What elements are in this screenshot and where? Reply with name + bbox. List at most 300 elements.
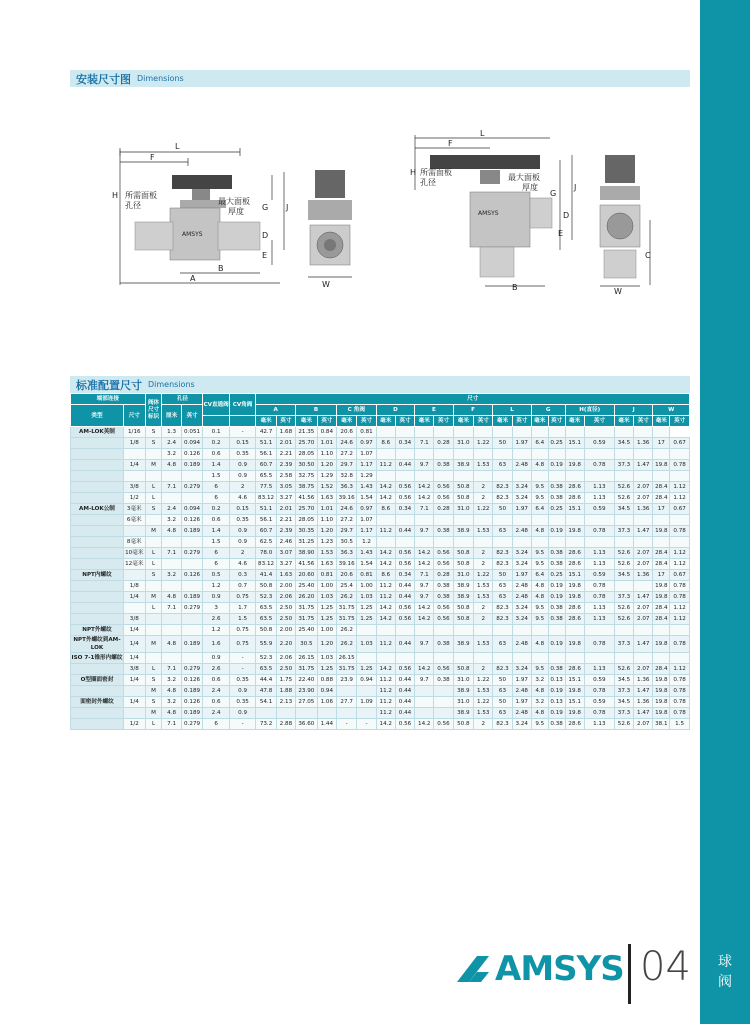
table-row xyxy=(71,636,690,653)
table-cell xyxy=(531,471,548,482)
table-cell: 1.20 xyxy=(317,636,336,653)
table-cell: 0.78 xyxy=(670,460,690,471)
table-cell: 0.2 xyxy=(203,504,229,515)
table-cell: 1.17 xyxy=(357,526,376,537)
table-cell xyxy=(434,625,453,636)
row-type-cell xyxy=(71,614,124,625)
table-cell: 1.22 xyxy=(474,570,493,581)
svg-text:厚度: 厚度 xyxy=(522,183,538,192)
table-cell: 0.15 xyxy=(229,438,255,449)
table-cell xyxy=(145,614,162,625)
table-cell: 0.78 xyxy=(584,460,614,471)
table-cell: 0.094 xyxy=(181,438,203,449)
table-cell: - xyxy=(229,664,255,675)
table-cell: 3.2 xyxy=(531,697,548,708)
table-cell: 50.8 xyxy=(453,603,473,614)
table-cell: 1.75 xyxy=(276,675,295,686)
table-cell: 37.3 xyxy=(614,708,633,719)
table-cell: 1.5 xyxy=(203,537,229,548)
table-cell: 4.8 xyxy=(531,686,548,697)
table-cell: 28.4 xyxy=(653,493,670,504)
table-cell: 20.60 xyxy=(296,570,318,581)
table-cell xyxy=(474,625,493,636)
page-number: 04 xyxy=(640,944,691,990)
table-cell: 0.28 xyxy=(434,438,453,449)
table-cell: 7.1 xyxy=(415,504,434,515)
svg-text:F: F xyxy=(448,139,453,148)
table-cell: 15.1 xyxy=(565,697,584,708)
table-cell: M xyxy=(145,708,162,719)
table-cell: 0.97 xyxy=(357,438,376,449)
table-cell: 0.78 xyxy=(670,686,690,697)
table-cell: 0.75 xyxy=(229,625,255,636)
table-cell xyxy=(395,537,414,548)
table-cell: 2.07 xyxy=(634,614,653,625)
table-cell: 28.05 xyxy=(296,449,318,460)
table-cell: 0.78 xyxy=(670,526,690,537)
table-cell: 63 xyxy=(493,460,512,471)
dimensions-table-body xyxy=(71,427,690,730)
unit-header: 毫米 xyxy=(453,416,473,427)
table-cell: 19.8 xyxy=(653,460,670,471)
row-type-cell xyxy=(71,449,124,460)
unit-header: 毫米 xyxy=(614,416,633,427)
table-cell: 2.50 xyxy=(276,614,295,625)
table-cell: 30.50 xyxy=(296,460,318,471)
table-cell: 38.9 xyxy=(453,686,473,697)
table-cell: 1/4 xyxy=(123,653,145,664)
unit-header: 毫米 xyxy=(376,416,395,427)
table-cell: 11.2 xyxy=(376,592,395,603)
table-cell: 0.126 xyxy=(181,675,203,686)
table-cell: 0.56 xyxy=(395,664,414,675)
table-cell: 1.43 xyxy=(357,548,376,559)
table-cell: 8.6 xyxy=(376,504,395,515)
svg-text:A: A xyxy=(190,274,196,283)
svg-text:J: J xyxy=(574,183,577,192)
table-cell: 14.2 xyxy=(415,493,434,504)
table-cell xyxy=(493,427,512,438)
table-cell: 14.2 xyxy=(415,614,434,625)
table-cell: 1.97 xyxy=(512,438,531,449)
row-type-cell xyxy=(71,515,124,526)
table-cell xyxy=(474,471,493,482)
table-cell xyxy=(565,427,584,438)
table-cell: 2 xyxy=(474,664,493,675)
section-standard-bar xyxy=(70,376,690,393)
svg-text:H: H xyxy=(410,168,417,177)
table-cell: - xyxy=(229,653,255,664)
table-row xyxy=(71,460,690,471)
table-cell: 2.46 xyxy=(276,537,295,548)
row-type-cell xyxy=(71,482,124,493)
table-cell: 0.35 xyxy=(229,449,255,460)
table-cell: 19.8 xyxy=(565,592,584,603)
table-cell: 50.8 xyxy=(453,482,473,493)
row-type-cell xyxy=(71,664,124,675)
table-cell xyxy=(512,515,531,526)
table-cell: 0.67 xyxy=(670,438,690,449)
table-cell xyxy=(415,686,434,697)
table-cell: 0.9 xyxy=(229,708,255,719)
table-cell: 60.7 xyxy=(256,526,276,537)
table-cell: 28.6 xyxy=(565,548,584,559)
table-cell: 0.94 xyxy=(317,686,336,697)
table-cell xyxy=(453,471,473,482)
table-cell: 1.36 xyxy=(634,504,653,515)
table-cell: 3.24 xyxy=(512,719,531,730)
table-cell: 0.56 xyxy=(434,493,453,504)
table-cell: 1.00 xyxy=(317,625,336,636)
table-cell: 7.1 xyxy=(415,438,434,449)
table-cell: 32.75 xyxy=(296,471,318,482)
table-cell: 2 xyxy=(474,482,493,493)
table-cell: 1.88 xyxy=(276,686,295,697)
table-row xyxy=(71,526,690,537)
table-cell xyxy=(512,653,531,664)
table-cell xyxy=(376,471,395,482)
table-cell: 9.7 xyxy=(415,460,434,471)
table-cell: 0.35 xyxy=(229,515,255,526)
table-cell: 0.97 xyxy=(357,504,376,515)
table-cell: 34.5 xyxy=(614,438,633,449)
table-cell xyxy=(493,537,512,548)
table-cell xyxy=(415,471,434,482)
svg-text:最大面板: 最大面板 xyxy=(218,197,250,206)
table-cell: 0.81 xyxy=(317,570,336,581)
table-cell xyxy=(614,471,633,482)
table-cell: 82.3 xyxy=(493,719,512,730)
table-cell: 14.2 xyxy=(376,548,395,559)
table-cell: 3.2 xyxy=(162,570,181,581)
table-cell: 1.63 xyxy=(317,559,336,570)
table-cell: 31.0 xyxy=(453,697,473,708)
table-cell: 6.4 xyxy=(531,438,548,449)
table-cell: 1.29 xyxy=(357,471,376,482)
table-cell: 63.5 xyxy=(256,603,276,614)
table-cell: 1.13 xyxy=(584,548,614,559)
table-cell: 0.44 xyxy=(395,697,414,708)
table-cell: 83.12 xyxy=(256,493,276,504)
table-cell: 0.9 xyxy=(229,460,255,471)
table-cell: 0.88 xyxy=(317,675,336,686)
table-cell xyxy=(512,449,531,460)
table-cell: 41.4 xyxy=(256,570,276,581)
table-row xyxy=(71,719,690,730)
table-cell: 0.19 xyxy=(548,636,565,653)
table-row xyxy=(71,559,690,570)
table-cell: 1.25 xyxy=(317,603,336,614)
table-cell: 17 xyxy=(653,570,670,581)
table-cell: 30.5 xyxy=(296,636,318,653)
table-cell xyxy=(181,559,203,570)
table-cell xyxy=(565,625,584,636)
table-cell: 1.13 xyxy=(584,482,614,493)
table-cell: M xyxy=(145,592,162,603)
table-cell: 1.20 xyxy=(317,526,336,537)
table-cell: 73.2 xyxy=(256,719,276,730)
table-cell: 2.07 xyxy=(634,719,653,730)
table-cell: 19.8 xyxy=(653,592,670,603)
table-row xyxy=(71,449,690,460)
table-cell: 0.38 xyxy=(434,636,453,653)
table-cell xyxy=(634,427,653,438)
table-cell xyxy=(395,449,414,460)
table-cell: 2.48 xyxy=(512,460,531,471)
table-cell: 2 xyxy=(229,482,255,493)
table-cell: 7.1 xyxy=(162,664,181,675)
table-cell: 0.38 xyxy=(548,548,565,559)
table-cell: 0.44 xyxy=(395,708,414,719)
table-cell: 3.24 xyxy=(512,493,531,504)
table-cell xyxy=(493,653,512,664)
table-cell: 1.22 xyxy=(474,504,493,515)
table-cell: 1/4 xyxy=(123,592,145,603)
table-cell: 4.8 xyxy=(531,636,548,653)
table-cell: 1.36 xyxy=(634,697,653,708)
table-cell: 4.8 xyxy=(531,526,548,537)
table-cell: 2.07 xyxy=(634,664,653,675)
table-cell: 31.25 xyxy=(296,537,318,548)
table-cell: 6 xyxy=(203,548,229,559)
table-cell: 0.28 xyxy=(434,504,453,515)
table-cell: 25.40 xyxy=(296,625,318,636)
table-cell xyxy=(474,427,493,438)
table-cell xyxy=(531,515,548,526)
table-cell: 38.90 xyxy=(296,548,318,559)
table-cell: 0.35 xyxy=(229,697,255,708)
table-cell xyxy=(548,449,565,460)
table-cell xyxy=(376,625,395,636)
table-cell xyxy=(474,537,493,548)
table-cell: 1.53 xyxy=(474,708,493,719)
table-cell xyxy=(614,427,633,438)
table-cell: 0.126 xyxy=(181,449,203,460)
table-cell: 0.59 xyxy=(584,697,614,708)
table-cell: 82.3 xyxy=(493,614,512,625)
header-cv-angle: CV角阀 xyxy=(229,394,255,416)
table-cell xyxy=(670,449,690,460)
table-cell: 50.8 xyxy=(453,559,473,570)
straight-valve-drawing xyxy=(110,140,300,290)
table-cell: S xyxy=(145,438,162,449)
table-cell: 83.12 xyxy=(256,559,276,570)
row-type-cell xyxy=(71,581,124,592)
table-cell: 54.1 xyxy=(256,697,276,708)
table-cell: 11.2 xyxy=(376,675,395,686)
table-cell xyxy=(653,653,670,664)
table-cell: 63 xyxy=(493,592,512,603)
table-cell xyxy=(145,625,162,636)
table-cell xyxy=(336,686,356,697)
table-cell: 25.70 xyxy=(296,438,318,449)
svg-text:所需面板: 所需面板 xyxy=(125,191,157,200)
table-cell xyxy=(584,427,614,438)
table-cell xyxy=(415,708,434,719)
svg-text:B: B xyxy=(512,283,518,292)
table-cell: 2.07 xyxy=(634,482,653,493)
table-cell: 0.38 xyxy=(548,559,565,570)
header-j: J xyxy=(614,405,653,416)
table-cell: 2.48 xyxy=(512,708,531,719)
table-cell: 0.126 xyxy=(181,515,203,526)
table-cell: 0.38 xyxy=(548,664,565,675)
table-cell: 0.6 xyxy=(203,675,229,686)
table-cell: 2.6 xyxy=(203,614,229,625)
svg-text:孔径: 孔径 xyxy=(125,201,141,210)
table-cell xyxy=(548,515,565,526)
table-cell xyxy=(493,471,512,482)
table-cell xyxy=(145,471,162,482)
table-cell: - xyxy=(229,719,255,730)
table-cell: 1/2 xyxy=(123,719,145,730)
table-cell: 14.2 xyxy=(415,719,434,730)
table-cell: 0.279 xyxy=(181,548,203,559)
unit-header: 英寸 xyxy=(276,416,295,427)
header-orifice-mm: 厘米 xyxy=(162,405,181,427)
table-cell xyxy=(145,653,162,664)
table-cell xyxy=(512,537,531,548)
row-type-cell xyxy=(71,548,124,559)
table-cell: 19.8 xyxy=(653,581,670,592)
table-cell xyxy=(453,427,473,438)
table-cell: 9.7 xyxy=(415,675,434,686)
table-cell: 27.2 xyxy=(336,515,356,526)
table-cell: 19.8 xyxy=(565,708,584,719)
table-cell: 1.12 xyxy=(670,482,690,493)
table-cell: 82.3 xyxy=(493,493,512,504)
table-cell: 19.8 xyxy=(653,708,670,719)
svg-text:W: W xyxy=(614,287,622,295)
row-type-cell: 面密封外螺纹 xyxy=(71,697,124,708)
table-cell: 38.9 xyxy=(453,592,473,603)
table-cell: 0.6 xyxy=(203,515,229,526)
table-cell: 1.36 xyxy=(634,438,653,449)
table-cell xyxy=(162,559,181,570)
table-cell: M xyxy=(145,460,162,471)
row-type-cell: ISO 7-1锥形内螺纹 xyxy=(71,653,124,664)
table-cell: 14.2 xyxy=(415,603,434,614)
table-cell: 1.3 xyxy=(162,427,181,438)
table-cell: 9.7 xyxy=(415,636,434,653)
table-cell: 4.8 xyxy=(531,581,548,592)
table-cell: 39.16 xyxy=(336,559,356,570)
brand-mark-icon xyxy=(455,954,491,984)
table-cell: 2.50 xyxy=(276,603,295,614)
table-cell: 0.13 xyxy=(548,697,565,708)
table-cell xyxy=(474,449,493,460)
table-cell: 0.78 xyxy=(670,708,690,719)
table-cell xyxy=(276,708,295,719)
table-cell xyxy=(123,570,145,581)
table-cell: 0.44 xyxy=(395,592,414,603)
header-size: 尺寸 xyxy=(123,405,145,427)
table-cell: 6毫米 xyxy=(123,515,145,526)
svg-text:W: W xyxy=(322,280,330,289)
table-cell: 2.48 xyxy=(512,581,531,592)
table-cell xyxy=(634,471,653,482)
table-cell: 0.56 xyxy=(395,548,414,559)
table-row xyxy=(71,537,690,548)
table-cell: 1.25 xyxy=(357,664,376,675)
table-cell: 1.13 xyxy=(584,719,614,730)
header-l: L xyxy=(493,405,532,416)
table-cell: 28.6 xyxy=(565,719,584,730)
table-cell: 25.4 xyxy=(336,581,356,592)
table-cell: 0.126 xyxy=(181,570,203,581)
table-cell: 50 xyxy=(493,438,512,449)
table-cell: 0.38 xyxy=(434,526,453,537)
table-cell xyxy=(584,515,614,526)
unit-header: 毫米 xyxy=(336,416,356,427)
table-cell: 9.5 xyxy=(531,559,548,570)
table-row xyxy=(71,504,690,515)
table-cell: 26.2 xyxy=(336,625,356,636)
table-cell: 1/4 xyxy=(123,625,145,636)
table-cell: 0.38 xyxy=(548,719,565,730)
table-row xyxy=(71,697,690,708)
table-cell: S xyxy=(145,675,162,686)
table-cell: 50 xyxy=(493,675,512,686)
table-cell xyxy=(453,537,473,548)
table-cell xyxy=(634,449,653,460)
table-cell xyxy=(395,653,414,664)
row-type-cell xyxy=(71,471,124,482)
table-cell: 9.5 xyxy=(531,603,548,614)
table-cell: 0.78 xyxy=(584,636,614,653)
table-cell: 52.3 xyxy=(256,653,276,664)
table-cell: 65.5 xyxy=(256,471,276,482)
table-cell: 3.2 xyxy=(162,697,181,708)
table-cell: 0.44 xyxy=(395,526,414,537)
table-cell: 1.01 xyxy=(317,438,336,449)
table-cell: 19.8 xyxy=(565,460,584,471)
table-cell: 0.56 xyxy=(434,614,453,625)
table-cell: 0.78 xyxy=(670,697,690,708)
table-cell xyxy=(376,653,395,664)
table-cell: 0.38 xyxy=(434,592,453,603)
table-cell: 0.9 xyxy=(229,537,255,548)
table-row xyxy=(71,664,690,675)
table-cell: 2.4 xyxy=(162,504,181,515)
unit-header: 英寸 xyxy=(317,416,336,427)
table-cell: 30.35 xyxy=(296,526,318,537)
row-type-cell: NPT外螺纹 xyxy=(71,625,124,636)
table-row xyxy=(71,675,690,686)
table-cell: 1.2 xyxy=(357,537,376,548)
table-cell: 0.19 xyxy=(548,581,565,592)
table-cell: 1.03 xyxy=(317,592,336,603)
table-cell: 1.12 xyxy=(670,614,690,625)
table-cell: 31.0 xyxy=(453,438,473,449)
table-cell xyxy=(670,471,690,482)
table-cell: 52.6 xyxy=(614,548,633,559)
unit-header: 英寸 xyxy=(474,416,493,427)
table-cell: 0.56 xyxy=(395,493,414,504)
table-cell: 82.3 xyxy=(493,482,512,493)
table-cell xyxy=(634,515,653,526)
table-cell xyxy=(670,653,690,664)
table-cell: 31.75 xyxy=(336,614,356,625)
table-cell: 0.279 xyxy=(181,482,203,493)
table-cell: 6 xyxy=(203,559,229,570)
table-cell xyxy=(123,526,145,537)
table-cell: L xyxy=(145,559,162,570)
table-cell xyxy=(653,625,670,636)
table-cell: 28.4 xyxy=(653,603,670,614)
table-cell: 34.5 xyxy=(614,697,633,708)
table-cell xyxy=(415,625,434,636)
